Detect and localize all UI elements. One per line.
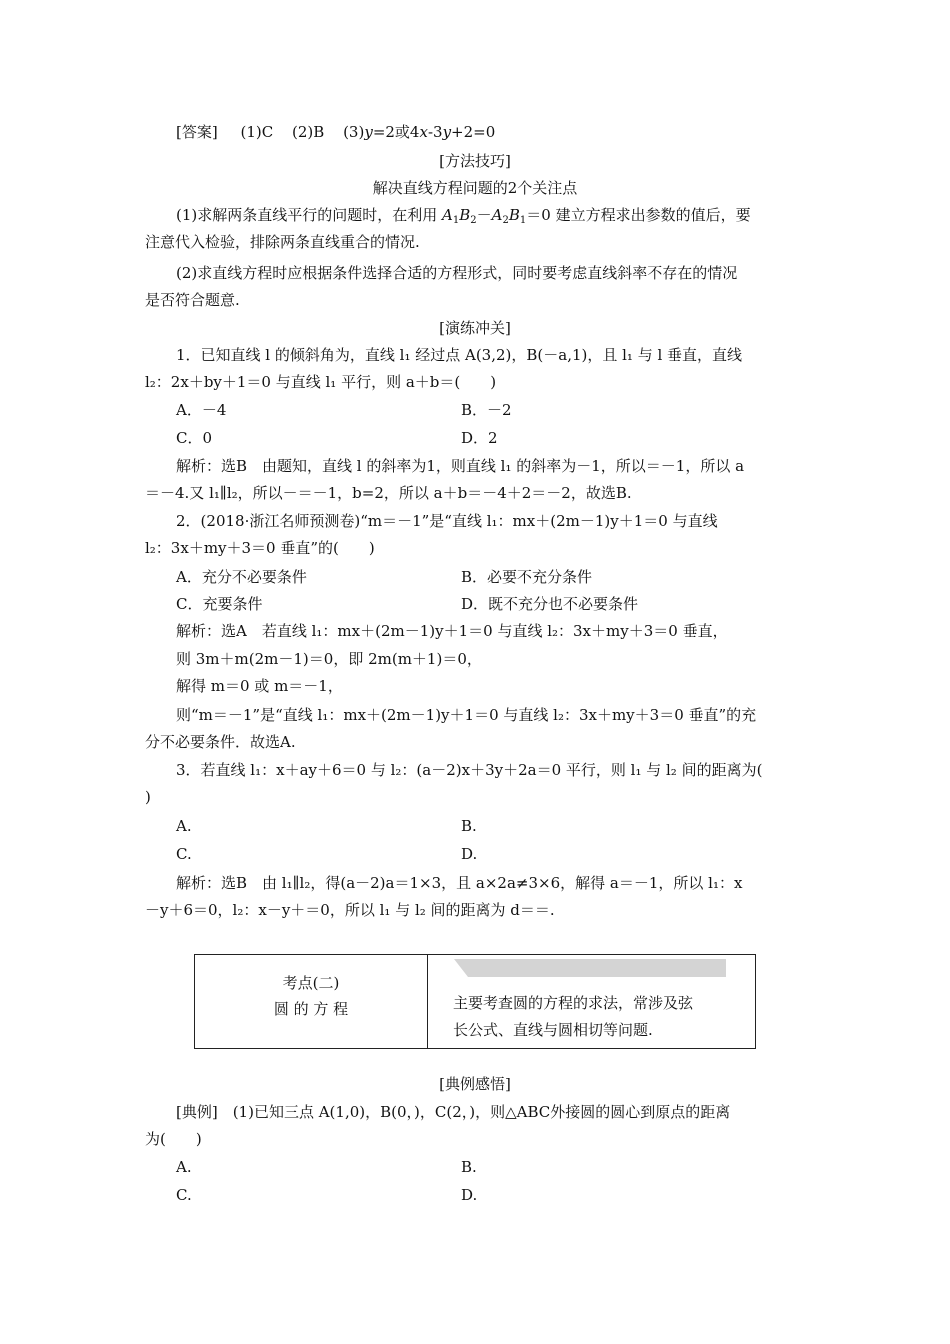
example-heading: [典例感悟]	[439, 1075, 511, 1093]
exam-point-desc-cell	[428, 955, 755, 1048]
answer-part-3: (3)y=2或4x-3y+2=0	[343, 123, 496, 141]
method-subheading: 解决直线方程问题的2个关注点	[372, 179, 578, 197]
q3-option-d: D.	[461, 845, 478, 863]
q2-solution-3: 解得 m＝0 或 m＝－1，	[176, 677, 343, 695]
q3-solution-2: －y＋6＝0，l₂：x－y＋＝0，所以 l₁ 与 l₂ 间的距离为 d＝＝.	[145, 901, 555, 919]
decorative-banner	[454, 959, 726, 977]
q3-option-a: A.	[176, 817, 192, 835]
q3-option-c: C.	[176, 845, 192, 863]
q2-solution-5: 分不必要条件．故选A.	[145, 733, 296, 751]
method-item-1-cont: 注意代入检验，排除两条直线重合的情况.	[145, 233, 420, 251]
formula: $A_1B_2-A_2B_1=0$	[442, 206, 551, 226]
method-item-1: (1)求解两条直线平行的问题时，在利用 $A_1B_2-A_2B_1=0$ 建立方程求出参数的值后，要	[176, 206, 751, 226]
q2-line-2: l₂：3x＋my＋3＝0 垂直”的( )	[145, 539, 375, 557]
example-option-c: C.	[176, 1186, 192, 1204]
practice-heading: [演练冲关]	[439, 319, 511, 337]
q2-option-d: D．既不充分也不必要条件	[461, 595, 639, 613]
q1-solution-1: 解析：选B 由题知，直线 l 的斜率为1，则直线 l₁ 的斜率为－1，所以＝－1，所以 a	[176, 457, 745, 475]
method-item-2-cont: 是否符合题意.	[145, 291, 240, 309]
q2-option-b: B．必要不充分条件	[461, 568, 593, 586]
q3-solution-1: 解析：选B 由 l₁∥l₂，得(a－2)a＝1×3，且 a×2a≠3×6，解得 a＝－1，所以 l₁：x	[176, 874, 743, 892]
q3-line-2: )	[145, 788, 151, 806]
q1-line-2: l₂：2x＋by＋1＝0 与直线 l₁ 平行，则 a＋b＝( )	[145, 373, 497, 391]
exam-point-name: 圆 的 方 程	[273, 1000, 349, 1018]
q1-option-d: D．2	[461, 429, 498, 447]
answer-label: [答案]	[176, 123, 218, 141]
q2-solution-2: 则 3m＋m(2m－1)＝0，即 2m(m＋1)＝0，	[176, 650, 482, 668]
q2-solution-4: 则“m＝－1”是“直线 l₁：mx＋(2m－1)y＋1＝0 与直线 l₂：3x＋my＋3＝0 垂直”的充	[176, 706, 757, 724]
method-heading: [方法技巧]	[439, 152, 511, 170]
q2-line-1: 2．(2018·浙江名师预测卷)“m＝－1”是“直线 l₁：mx＋(2m－1)y＋1＝0 与直线	[176, 512, 718, 530]
example-option-b: B.	[461, 1158, 477, 1176]
q2-option-c: C．充要条件	[176, 595, 263, 613]
method-item-2: (2)求直线方程时应根据条件选择合适的方程形式，同时要考虑直线斜率不存在的情况	[176, 264, 738, 282]
exam-point-title-cell	[195, 955, 427, 1048]
example-option-d: D.	[461, 1186, 478, 1204]
example-line-1: [典例] (1)已知三点 A(1,0)，B(0，)，C(2，)，则△ABC外接圆的圆心到原点的距离	[176, 1103, 731, 1121]
answer-part-1: (1)C	[240, 123, 274, 141]
q1-option-c: C．0	[176, 429, 213, 447]
answer-part-2: (2)B	[292, 123, 325, 141]
exam-point-desc-1: 主要考查圆的方程的求法，常涉及弦	[453, 994, 694, 1012]
q1-line-1: 1．已知直线 l 的倾斜角为，直线 l₁ 经过点 A(3,2)，B(－a,1)，且 l₁ 与 l 垂直，直线	[176, 346, 743, 364]
answer-line	[176, 121, 495, 143]
example-option-a: A.	[176, 1158, 192, 1176]
exam-point-desc-2: 长公式、直线与圆相切等问题.	[453, 1021, 653, 1039]
q3-option-b: B.	[461, 817, 477, 835]
q1-solution-2: ＝－4.又 l₁∥l₂，所以－＝－1，b=2，所以 a＋b＝－4＋2＝－2，故选B.	[145, 484, 632, 502]
q2-solution-1: 解析：选A 若直线 l₁：mx＋(2m－1)y＋1＝0 与直线 l₂：3x＋my＋3＝0 垂直，	[176, 622, 728, 640]
q2-option-a: A．充分不必要条件	[176, 568, 307, 586]
exam-point-title: 考点(二)	[282, 974, 340, 992]
q1-option-a: A．－4	[176, 401, 227, 419]
q3-line-1: 3．若直线 l₁：x＋ay＋6＝0 与 l₂：(a－2)x＋3y＋2a＝0 平行，则 l₁ 与 l₂ 间的距离为(	[176, 761, 763, 779]
example-line-2: 为( )	[145, 1130, 202, 1148]
q1-option-b: B．－2	[461, 401, 512, 419]
exam-point-table	[194, 954, 756, 1049]
